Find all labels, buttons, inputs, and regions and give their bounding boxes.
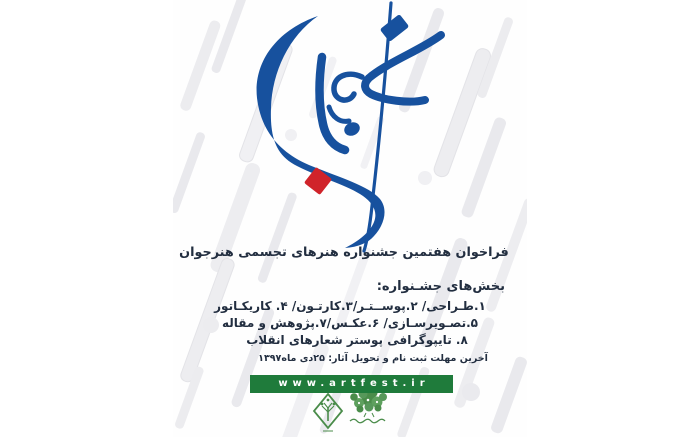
- section-line-3: ۸. تایپوگرافی پوستر شعارهای انقلاب: [246, 333, 468, 348]
- footer-logos: [314, 389, 387, 432]
- website-bar: [250, 375, 453, 393]
- sections-title: بخش‌های جشـنواره:: [376, 279, 505, 294]
- section-line-2: ۵.تصـویرسـازی/ ۶.عکـس/۷.پژوهش و مقاله: [222, 316, 478, 331]
- section-line-1: ۱.طـراحی/ ۲.پوســتـر/۳.کارتـون/ ۴. کاریکـاتور: [214, 299, 486, 313]
- sections-list: [173, 298, 527, 350]
- leaf-cluster-logo: [350, 389, 387, 423]
- festival-call-heading: فراخوان هفتمین جشنواره هنرهای تجسمی هنرجوان: [179, 245, 509, 260]
- deadline-text: آخرین مهلت ثبت نام و تحویل آثار: ۲۵دی ماه۱۳۹۷: [258, 353, 488, 364]
- poster: [173, 0, 527, 437]
- poster-artwork: [173, 0, 527, 437]
- art-tools-pattern: [173, 0, 527, 437]
- website-url: www.artfest.ir: [278, 378, 430, 389]
